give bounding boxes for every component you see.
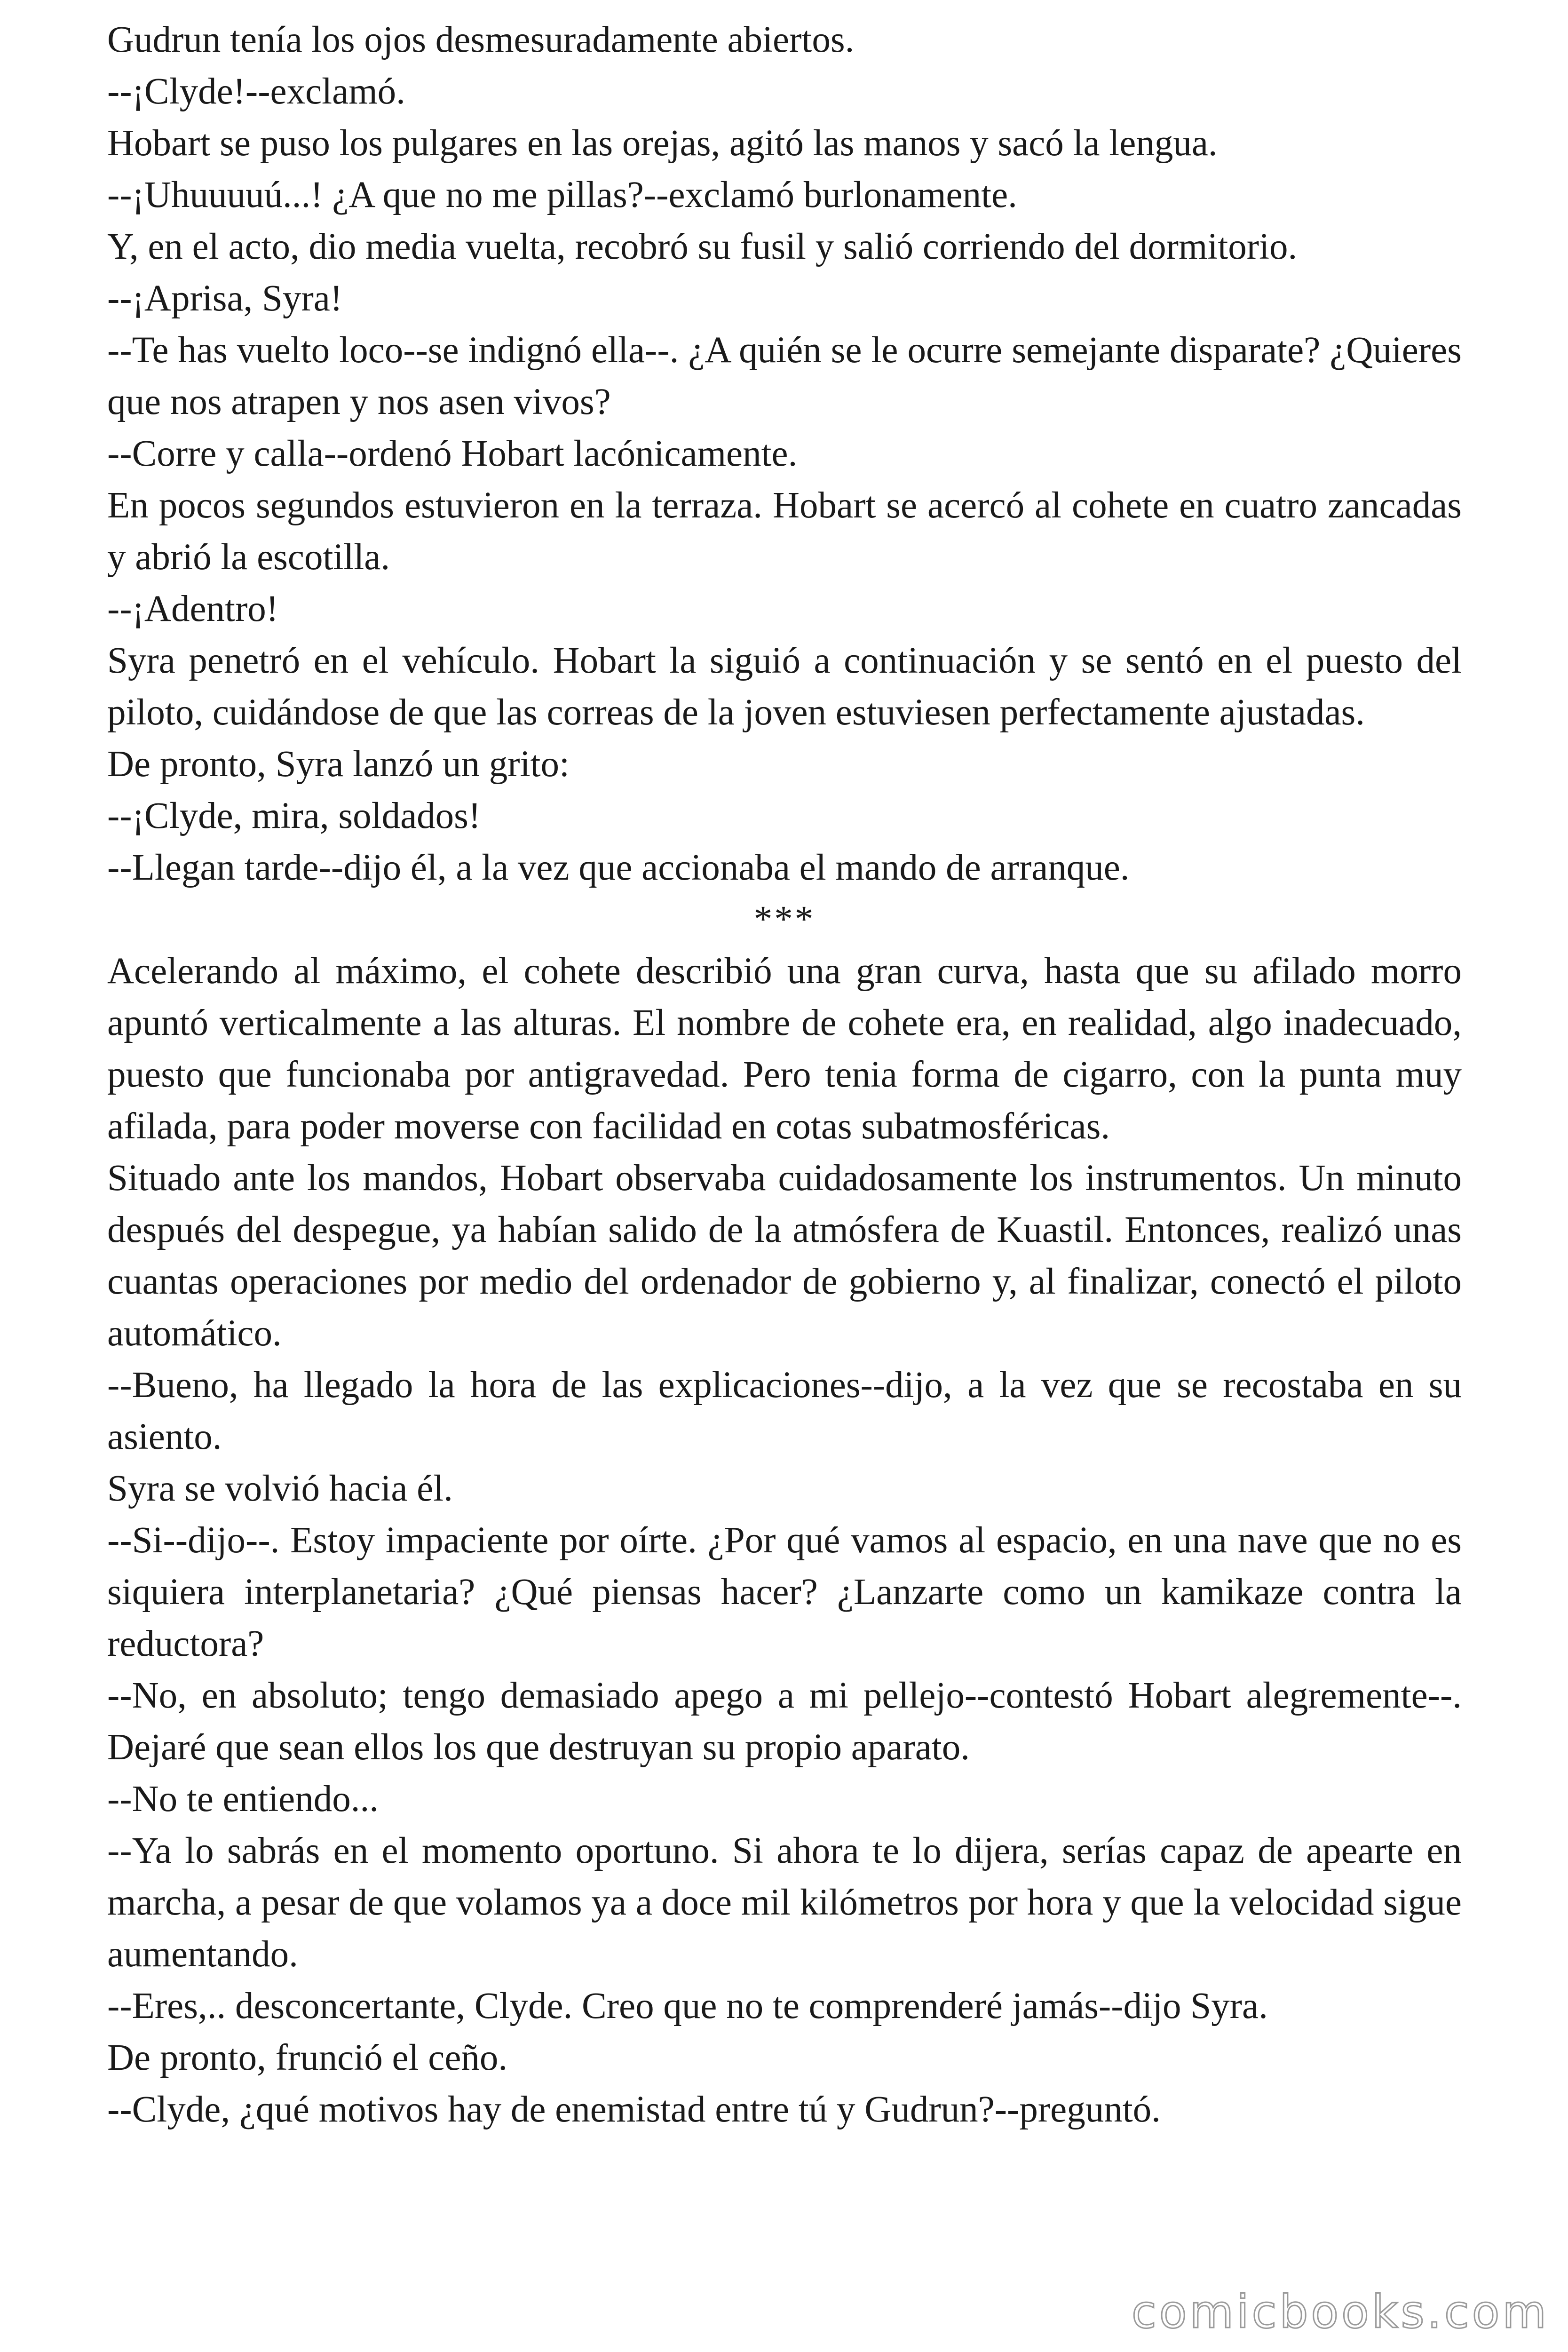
paragraph: --No te entiendo...: [107, 1779, 379, 1820]
paragraph: Y, en el acto, dio media vuelta, recobró su fusil y salió corriendo del dormitorio.: [107, 226, 1298, 267]
paragraph: --¡Uhuuuuú...! ¿A que no me pillas?--exclamó burlonamente.: [107, 175, 1017, 215]
section-separator: ***: [753, 899, 816, 940]
paragraph: --No, en absoluto; tengo demasiado apego a mi pellejo--contestó Hobart alegremente--. Dejaré que sean ellos los que destruyan su propio aparato.: [107, 1675, 1462, 1768]
watermark: comicbooks.com: [1131, 2286, 1549, 2338]
paragraph: De pronto, Syra lanzó un grito:: [107, 744, 570, 785]
paragraph: De pronto, frunció el ceño.: [107, 2037, 508, 2078]
paragraph: --Llegan tarde--dijo él, a la vez que accionaba el mando de arranque.: [107, 847, 1130, 888]
paragraph: En pocos segundos estuvieron en la terraza. Hobart se acercó al cohete en cuatro zancadas y abrió la escotilla.: [107, 485, 1462, 578]
paragraph: --Te has vuelto loco--se indignó ella--. ¿A quién se le ocurre semejante disparate? ¿Quieres que nos atrapen y nos asen vivos?: [107, 330, 1462, 422]
paragraph: --¡Adentro!: [107, 588, 279, 629]
paragraph: Hobart se puso los pulgares en las orejas, agitó las manos y sacó la lengua.: [107, 123, 1218, 164]
paragraph: Gudrun tenía los ojos desmesuradamente abiertos.: [107, 19, 855, 60]
paragraph: --¡Clyde!--exclamó.: [107, 71, 405, 112]
paragraph: --Ya lo sabrás en el momento oportuno. Si ahora te lo dijera, serías capaz de apearte en marcha, a pesar de que volamos ya a doce mil kilómetros por hora y que la velocidad sigue aumentando.: [107, 1830, 1462, 1975]
paragraph: Syra se volvió hacia él.: [107, 1468, 453, 1509]
paragraph: Syra penetró en el vehículo. Hobart la siguió a continuación y se sentó en el puesto del piloto, cuidándose de que las correas de la joven estuviesen perfectamente ajustadas.: [107, 640, 1462, 733]
paragraph: --Clyde, ¿qué motivos hay de enemistad entre tú y Gudrun?--preguntó.: [107, 2089, 1161, 2130]
paragraph: --Bueno, ha llegado la hora de las explicaciones--dijo, a la vez que se recostaba en su asiento.: [107, 1365, 1462, 1457]
paragraph: --¡Clyde, mira, soldados!: [107, 795, 481, 836]
paragraph: --¡Aprisa, Syra!: [107, 278, 343, 319]
paragraph: --Eres,.. desconcertante, Clyde. Creo que no te comprenderé jamás--dijo Syra.: [107, 1986, 1268, 2026]
paragraph: --Si--dijo--. Estoy impaciente por oírte. ¿Por qué vamos al espacio, en una nave que no es siquiera interplanetaria? ¿Qué piensas hacer? ¿Lanzarte como un kamikaze contra la reductora?: [107, 1520, 1462, 1664]
paragraph: Acelerando al máximo, el cohete describió una gran curva, hasta que su afilado morro apuntó verticalmente a las alturas. El nombre de cohete era, en realidad, algo inadecuado, puesto que funcionaba por antigravedad. Pero tenia forma de cigarro, con la punta muy afilada, para poder moverse con facilidad en cotas subatmosféricas.: [107, 951, 1462, 1147]
paragraph: Situado ante los mandos, Hobart observaba cuidadosamente los instrumentos. Un minuto después del despegue, ya habían salido de la atmósfera de Kuastil. Entonces, realizó unas cuantas operaciones por medio del ordenador de gobierno y, al finalizar, conectó el piloto automático.: [107, 1158, 1462, 1354]
paragraph: --Corre y calla--ordenó Hobart lacónicamente.: [107, 433, 798, 474]
document-page: [107, 14, 1462, 2136]
